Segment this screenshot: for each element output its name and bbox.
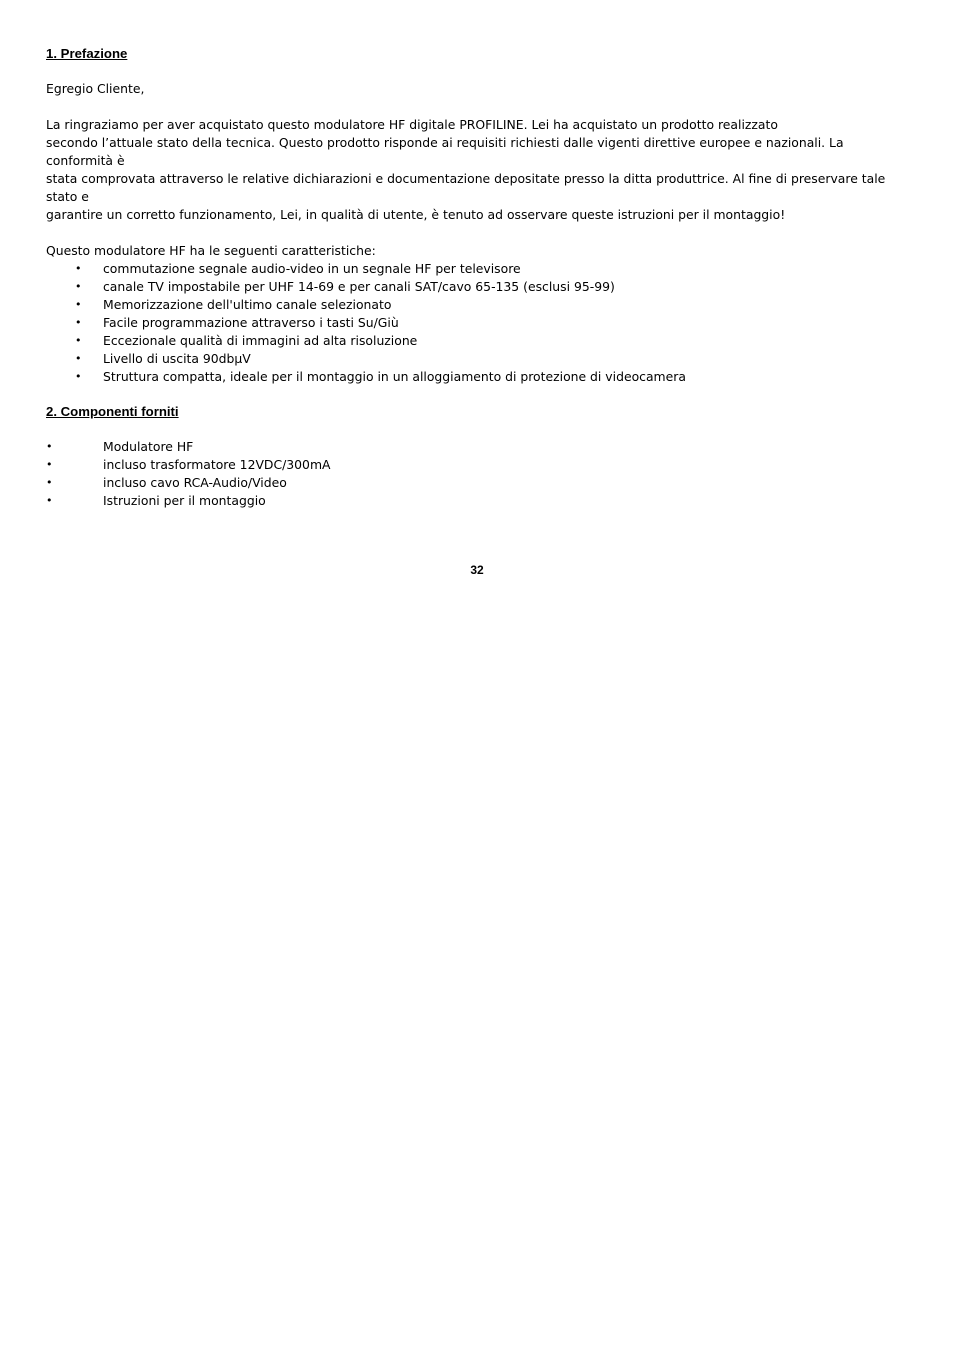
feature-text: canale TV impostabile per UHF 14-69 e per canali SAT/cavo 65-135 (esclusi 95-99) xyxy=(103,279,615,294)
list-item xyxy=(46,492,906,510)
component-text: incluso cavo RCA-Audio/Video xyxy=(103,475,287,490)
intro-line: La ringraziamo per aver acquistato questo modulatore HF digitale PROFILINE. Lei ha acquistato un prodotto realizzato xyxy=(46,117,778,132)
page-number: 32 xyxy=(470,563,484,577)
bullet-icon: • xyxy=(46,458,53,471)
features-list xyxy=(46,260,906,386)
intro-line: secondo l’attuale stato della tecnica. Questo prodotto risponde ai requisiti richiesti dalle vigenti direttive europee e nazionali. La conformità è xyxy=(46,135,844,168)
list-item xyxy=(46,474,906,492)
features-intro: Questo modulatore HF ha le seguenti caratteristiche: xyxy=(46,243,376,258)
feature-text: commutazione segnale audio-video in un segnale HF per televisore xyxy=(103,261,521,276)
intro-line: garantire un corretto funzionamento, Lei, in qualità di utente, è tenuto ad osservare queste istruzioni per il montaggio! xyxy=(46,207,786,222)
bullet-icon: • xyxy=(75,316,82,329)
list-item xyxy=(46,278,906,296)
component-text: Istruzioni per il montaggio xyxy=(103,493,266,508)
list-item xyxy=(46,332,906,350)
bullet-icon: • xyxy=(75,334,82,347)
bullet-icon: • xyxy=(75,352,82,365)
intro-paragraph xyxy=(46,116,906,224)
feature-text: Memorizzazione dell'ultimo canale selezionato xyxy=(103,297,392,312)
bullet-icon: • xyxy=(46,476,53,489)
section-heading-componenti: 2. Componenti forniti xyxy=(46,404,179,419)
bullet-icon: • xyxy=(46,440,53,453)
feature-text: Facile programmazione attraverso i tasti Su/Giù xyxy=(103,315,399,330)
list-item xyxy=(46,314,906,332)
feature-text: Struttura compatta, ideale per il montaggio in un alloggiamento di protezione di videocamera xyxy=(103,369,686,384)
list-item xyxy=(46,368,906,386)
list-item xyxy=(46,260,906,278)
component-text: incluso trasformatore 12VDC/300mA xyxy=(103,457,331,472)
bullet-icon: • xyxy=(75,280,82,293)
list-item xyxy=(46,296,906,314)
bullet-icon: • xyxy=(75,262,82,275)
bullet-icon: • xyxy=(75,370,82,383)
salutation: Egregio Cliente, xyxy=(46,81,145,96)
document-page xyxy=(46,44,906,510)
intro-line: stata comprovata attraverso le relative dichiarazioni e documentazione depositate presso la ditta produttrice. Al fine di preservare tale stato e xyxy=(46,171,886,204)
feature-text: Livello di uscita 90dbμV xyxy=(103,351,251,366)
bullet-icon: • xyxy=(46,494,53,507)
list-item xyxy=(46,456,906,474)
bullet-icon: • xyxy=(75,298,82,311)
list-item xyxy=(46,350,906,368)
components-list xyxy=(46,438,906,510)
section-heading-prefazione: 1. Prefazione xyxy=(46,46,128,61)
list-item xyxy=(46,438,906,456)
component-text: Modulatore HF xyxy=(103,439,194,454)
feature-text: Eccezionale qualità di immagini ad alta risoluzione xyxy=(103,333,418,348)
